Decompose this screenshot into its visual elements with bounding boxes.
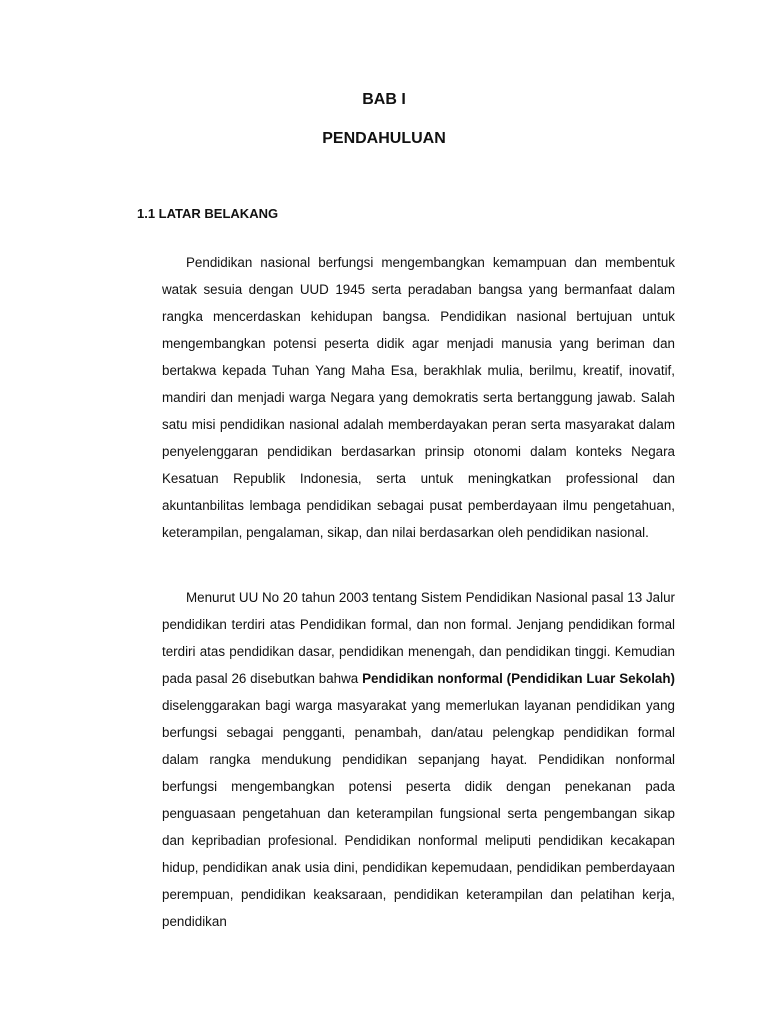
- paragraph-2-text-end: diselenggarakan bagi warga masyarakat yang memerlukan layanan pendidikan yang berfungsi sebagai pengganti, penambah, dan/atau pelengkap pendidikan formal dalam rangka mendukung pendidikan sepanjang hayat. Pendidikan nonformal berfungsi mengembangkan potensi peserta didik dengan penekanan pada penguasaan pengetahuan dan keterampilan fungsional serta pengembangan sikap dan kepribadian profesional. Pendidikan nonformal meliputi pendidikan kecakapan hidup, pendidikan anak usia dini, pendidikan kepemudaan, pendidikan pemberdayaan perempuan, pendidikan keaksaraan, pendidikan keterampilan dan pelatihan kerja, pendidikan: [162, 698, 675, 929]
- paragraph-2: [162, 584, 675, 935]
- paragraph-2-text-start: Menurut UU No 20 tahun 2003 tentang Sistem Pendidikan Nasional pasal 13 Jalur pendidikan terdiri atas Pendidikan formal, dan non formal. Jenjang pendidikan formal terdiri atas pendidikan dasar, pendidikan menengah, dan pendidikan tinggi. Kemudian pada pasal 26 disebutkan bahwa: [162, 590, 675, 686]
- paragraph-1: [162, 249, 675, 546]
- section-heading: 1.1 LATAR BELAKANG: [137, 206, 279, 221]
- paragraph-2-bold-term: Pendidikan nonformal (Pendidikan Luar Sekolah): [362, 671, 676, 686]
- paragraph-1-text: Pendidikan nasional berfungsi mengembangkan kemampuan dan membentuk watak sesuia dengan UUD 1945 serta peradaban bangsa yang bermanfaat dalam rangka mencerdaskan kehidupan bangsa. Pendidikan nasional bertujuan untuk mengembangkan potensi peserta didik agar menjadi manusia yang beriman dan bertakwa kepada Tuhan Yang Maha Esa, berakhlak mulia, berilmu, kreatif, inovatif, mandiri dan menjadi warga Negara yang demokratis serta bertanggung jawab. Salah satu misi pendidikan nasional adalah memberdayakan peran serta masyarakat dalam penyelenggaran pendidikan berdasarkan prinsip otonomi dalam konteks Negara Kesatuan Republik Indonesia, serta untuk meningkatkan professional dan akuntanbilitas lembaga pendidikan sebagai pusat pemberdayaan ilmu pengetahuan, keterampilan, pengalaman, sikap, dan nilai berdasarkan oleh pendidikan nasional.: [162, 255, 675, 540]
- chapter-title: PENDAHULUAN: [322, 130, 446, 147]
- chapter-label: BAB I: [362, 91, 406, 108]
